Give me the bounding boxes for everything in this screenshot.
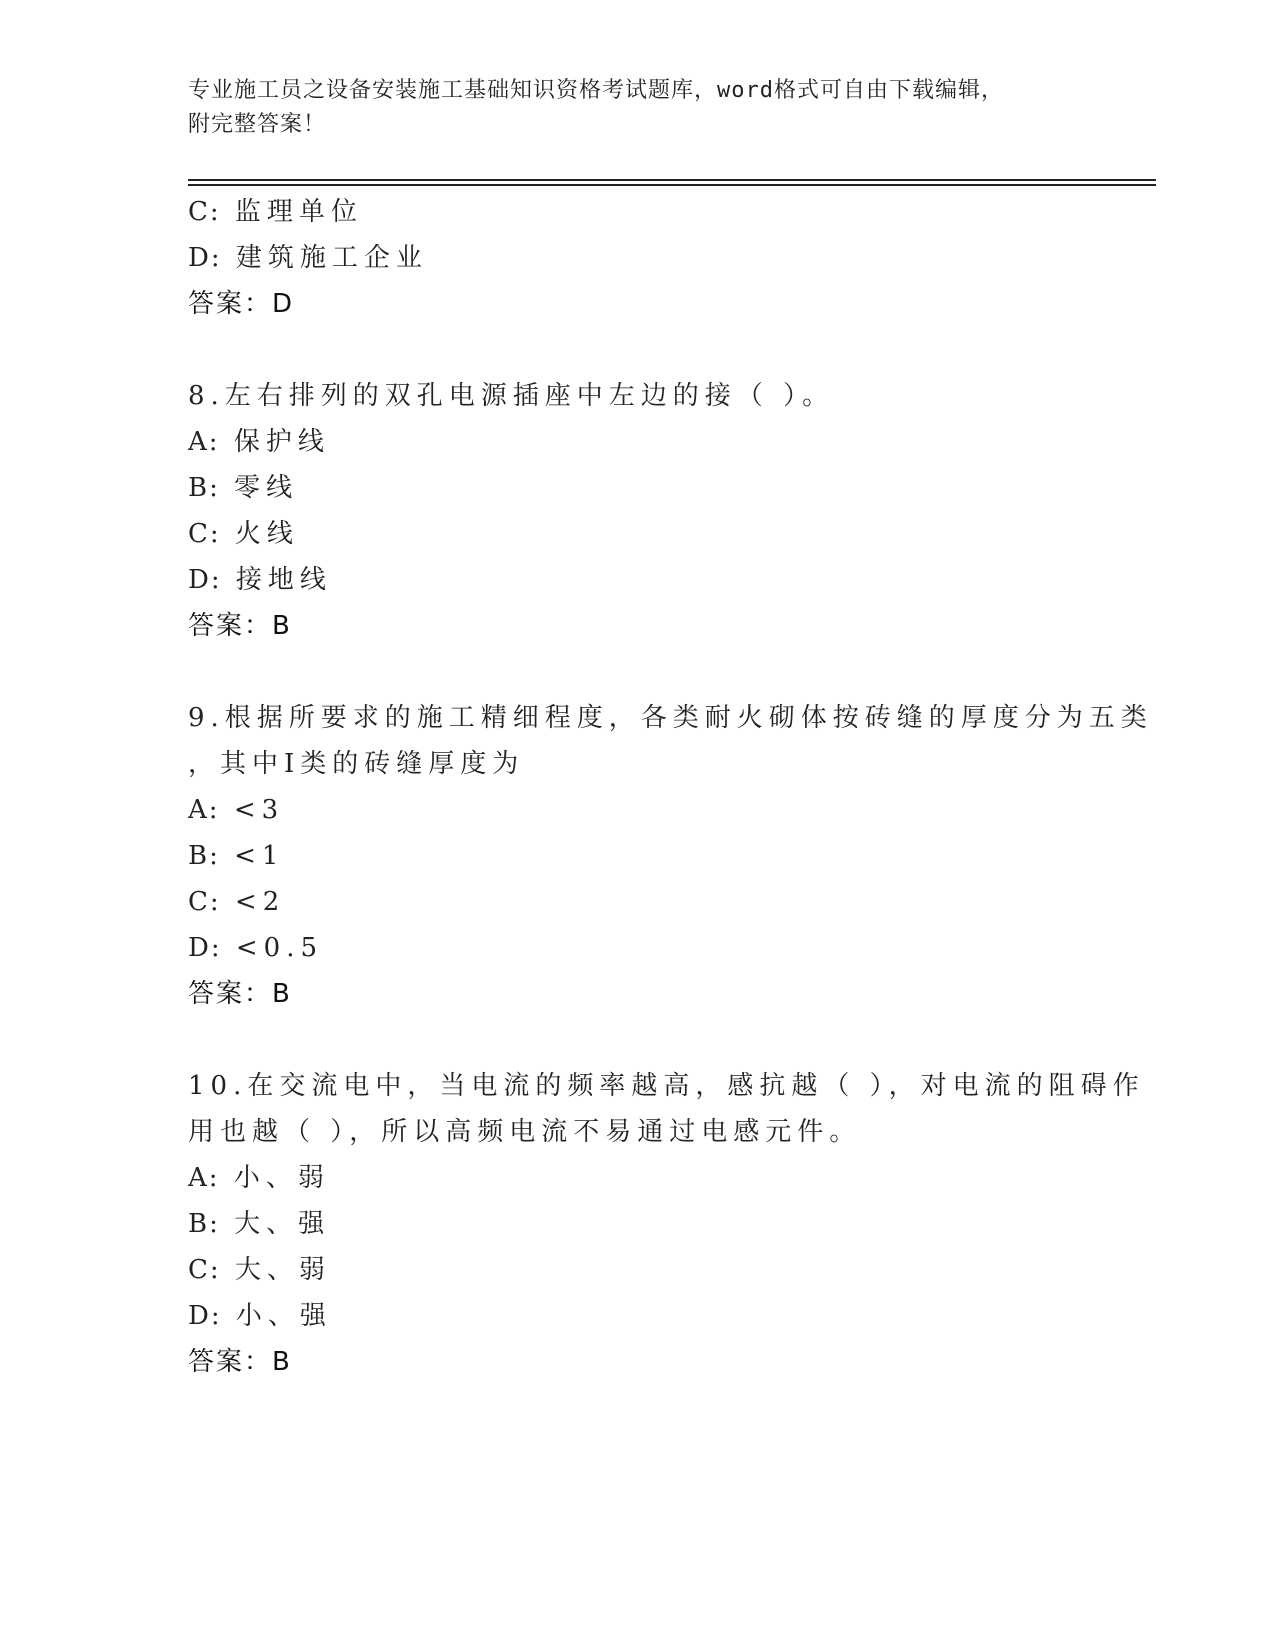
question-10 [188,1063,1145,1385]
question-8 [188,373,1088,649]
question-stem: 8.左右排列的双孔电源插座中左边的接（ ）。 [188,381,835,411]
option-d: D: <0.5 [188,933,324,963]
spacer [188,649,1088,695]
option-d: D: 小、强 [188,1301,332,1331]
option-b: B: <1 [188,841,285,871]
option-c: C: 大、弱 [188,1255,331,1285]
question-stem: 9.根据所要求的施工精细程度，各类耐火砌体按砖缝的厚度分为五类 [188,703,1153,733]
spacer [188,327,1088,373]
question-stem: 10.在交流电中，当电流的频率越高，感抗越（ ），对电流的阻碍作 [188,1071,1145,1101]
answer-line: 答案：B [188,1347,292,1377]
option-a: A: 保护线 [188,427,330,457]
page-header [188,74,1068,142]
question-stem-continued: ，其中I类的砖缝厚度为 [188,749,525,779]
answer-line: 答案：B [188,611,292,641]
option-c: C: 火线 [188,519,299,549]
answer-line: 答案：B [188,979,292,1009]
option-d: D: 接地线 [188,565,332,595]
header-divider-top [188,179,1156,181]
header-divider-bottom [188,184,1156,186]
option-d: D: 建筑施工企业 [188,243,428,273]
spacer [188,1017,1088,1063]
question-9 [188,695,1153,1017]
option-c: C: 监理单位 [188,197,363,227]
option-b: B: 大、强 [188,1209,331,1239]
option-a: A: 小、弱 [188,1163,330,1193]
question-stem-continued: 用也越（ ），所以高频电流不易通过电感元件。 [188,1117,862,1147]
option-b: B: 零线 [188,473,299,503]
header-line-2: 附完整答案！ [188,112,327,137]
answer-line: 答案：D [188,289,295,319]
question-7-continuation [188,189,1088,327]
option-a: A: <3 [188,795,285,825]
option-c: C: <2 [188,887,286,917]
header-line-1: 专业施工员之设备安装施工基础知识资格考试题库，word格式可自由下载编辑， [188,78,1004,103]
question-content [188,189,1153,1385]
